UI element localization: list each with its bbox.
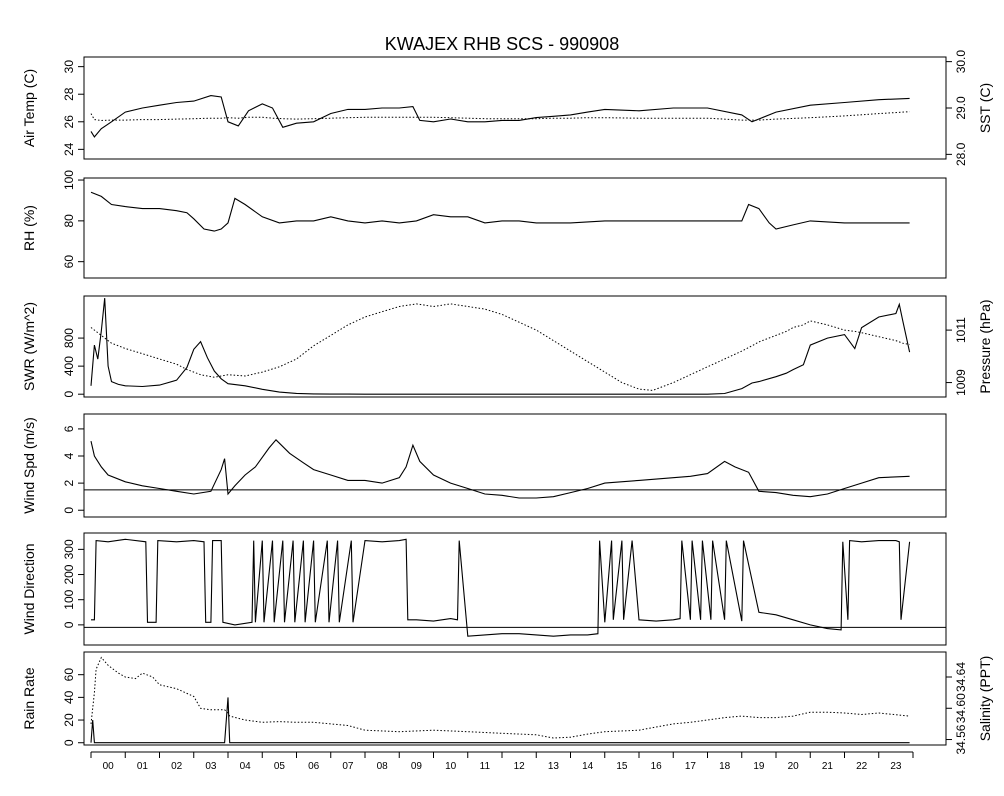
x-tick-label: 09	[410, 761, 422, 772]
x-tick-label: 23	[890, 761, 902, 772]
y-tick-label: 100	[62, 589, 76, 610]
panel-frame	[84, 178, 946, 278]
x-tick-label: 04	[239, 761, 251, 772]
x-tick-label: 06	[308, 761, 320, 772]
panel-air-temp-sst	[21, 50, 993, 166]
panel-frame	[84, 296, 946, 397]
x-tick-label: 22	[856, 761, 868, 772]
x-tick-label: 03	[205, 761, 217, 772]
y-right-axis-label: Pressure (hPa)	[977, 299, 993, 394]
y-axis-label: SWR (W/m^2)	[21, 302, 37, 391]
y-right-tick-label: 28.0	[954, 142, 968, 167]
x-tick-label: 15	[616, 761, 628, 772]
x-tick-label: 21	[821, 761, 833, 772]
x-tick-label: 00	[102, 761, 114, 772]
panel-frame	[84, 414, 946, 517]
y-tick-label: 0	[62, 739, 76, 747]
panel-frame	[84, 57, 946, 159]
y-tick-label: 300	[62, 539, 76, 560]
y-axis-label: Wind Direction	[21, 543, 37, 635]
x-tick-label: 07	[342, 761, 354, 772]
x-axis	[91, 752, 913, 772]
x-tick-label: 11	[479, 761, 491, 772]
y-tick-label: 24	[62, 142, 76, 157]
y-tick-label: 60	[62, 668, 76, 682]
panel-swr-pressure	[21, 296, 993, 398]
y-tick-label: 0	[62, 621, 76, 629]
y-tick-label: 100	[62, 170, 76, 191]
panel-wind-speed	[21, 414, 946, 517]
y-right-tick-label: 34.56	[954, 724, 968, 755]
y-tick-label: 4	[62, 452, 76, 460]
x-tick-label: 18	[719, 761, 731, 772]
series-rh-line	[91, 192, 910, 231]
series-air-temp-line	[91, 96, 910, 137]
series-pressure-line	[91, 304, 910, 391]
x-tick-label: 14	[582, 761, 594, 772]
x-tick-label: 10	[445, 761, 457, 772]
y-tick-label: 26	[62, 115, 76, 129]
y-tick-label: 30	[62, 59, 76, 74]
y-tick-label: 400	[62, 356, 76, 377]
y-tick-label: 0	[62, 390, 76, 398]
x-tick-label: 17	[684, 761, 696, 772]
x-tick-label: 01	[136, 761, 148, 772]
series-wind-direction-line	[91, 539, 910, 636]
series-wind-spd-line	[91, 440, 910, 498]
y-tick-label: 60	[62, 254, 76, 269]
y-tick-label: 20	[62, 713, 76, 727]
series-salinity-line	[91, 658, 910, 739]
series-swr-line	[91, 298, 910, 394]
y-axis-label: Air Temp (C)	[21, 68, 37, 148]
y-axis-label: Rain Rate	[21, 667, 37, 730]
panel-rain-salinity	[21, 652, 993, 755]
x-tick-label: 12	[513, 761, 525, 772]
y-right-tick-label: 29.0	[954, 96, 968, 120]
panels	[21, 50, 993, 755]
panel-frame	[84, 533, 946, 645]
y-right-tick-label: 1009	[954, 369, 968, 396]
y-axis-label: Wind Spd (m/s)	[21, 417, 37, 514]
y-axis-label: RH (%)	[21, 205, 37, 251]
x-tick-label: 02	[171, 761, 183, 772]
y-tick-label: 200	[62, 564, 76, 585]
x-tick-label: 16	[650, 761, 662, 772]
chart-title: KWAJEX RHB SCS - 990908	[384, 34, 620, 54]
y-tick-label: 2	[62, 479, 76, 487]
panel-frame	[84, 652, 946, 745]
x-tick-label: 19	[753, 761, 765, 772]
x-tick-label: 05	[273, 761, 285, 772]
y-right-tick-label: 1011	[954, 317, 968, 344]
panel-rh	[21, 170, 946, 278]
y-tick-label: 6	[62, 425, 76, 433]
y-tick-label: 28	[62, 87, 76, 101]
panel-wind-direction	[21, 533, 946, 645]
y-right-axis-label: Salinity (PPT)	[977, 655, 993, 742]
x-tick-label: 08	[376, 761, 388, 772]
y-right-tick-label: 34.60	[954, 693, 968, 724]
y-tick-label: 40	[62, 690, 76, 705]
y-right-tick-label: 34.64	[954, 661, 968, 693]
y-right-tick-label: 30.0	[954, 49, 968, 74]
y-right-axis-label: SST (C)	[977, 82, 993, 134]
x-tick-label: 13	[547, 761, 559, 772]
series-rain-rate-line	[91, 697, 910, 742]
y-tick-label: 0	[62, 506, 76, 514]
y-tick-label: 800	[62, 328, 76, 349]
series-sst-line	[91, 112, 910, 121]
x-tick-label: 20	[787, 761, 799, 772]
y-tick-label: 80	[62, 214, 76, 228]
